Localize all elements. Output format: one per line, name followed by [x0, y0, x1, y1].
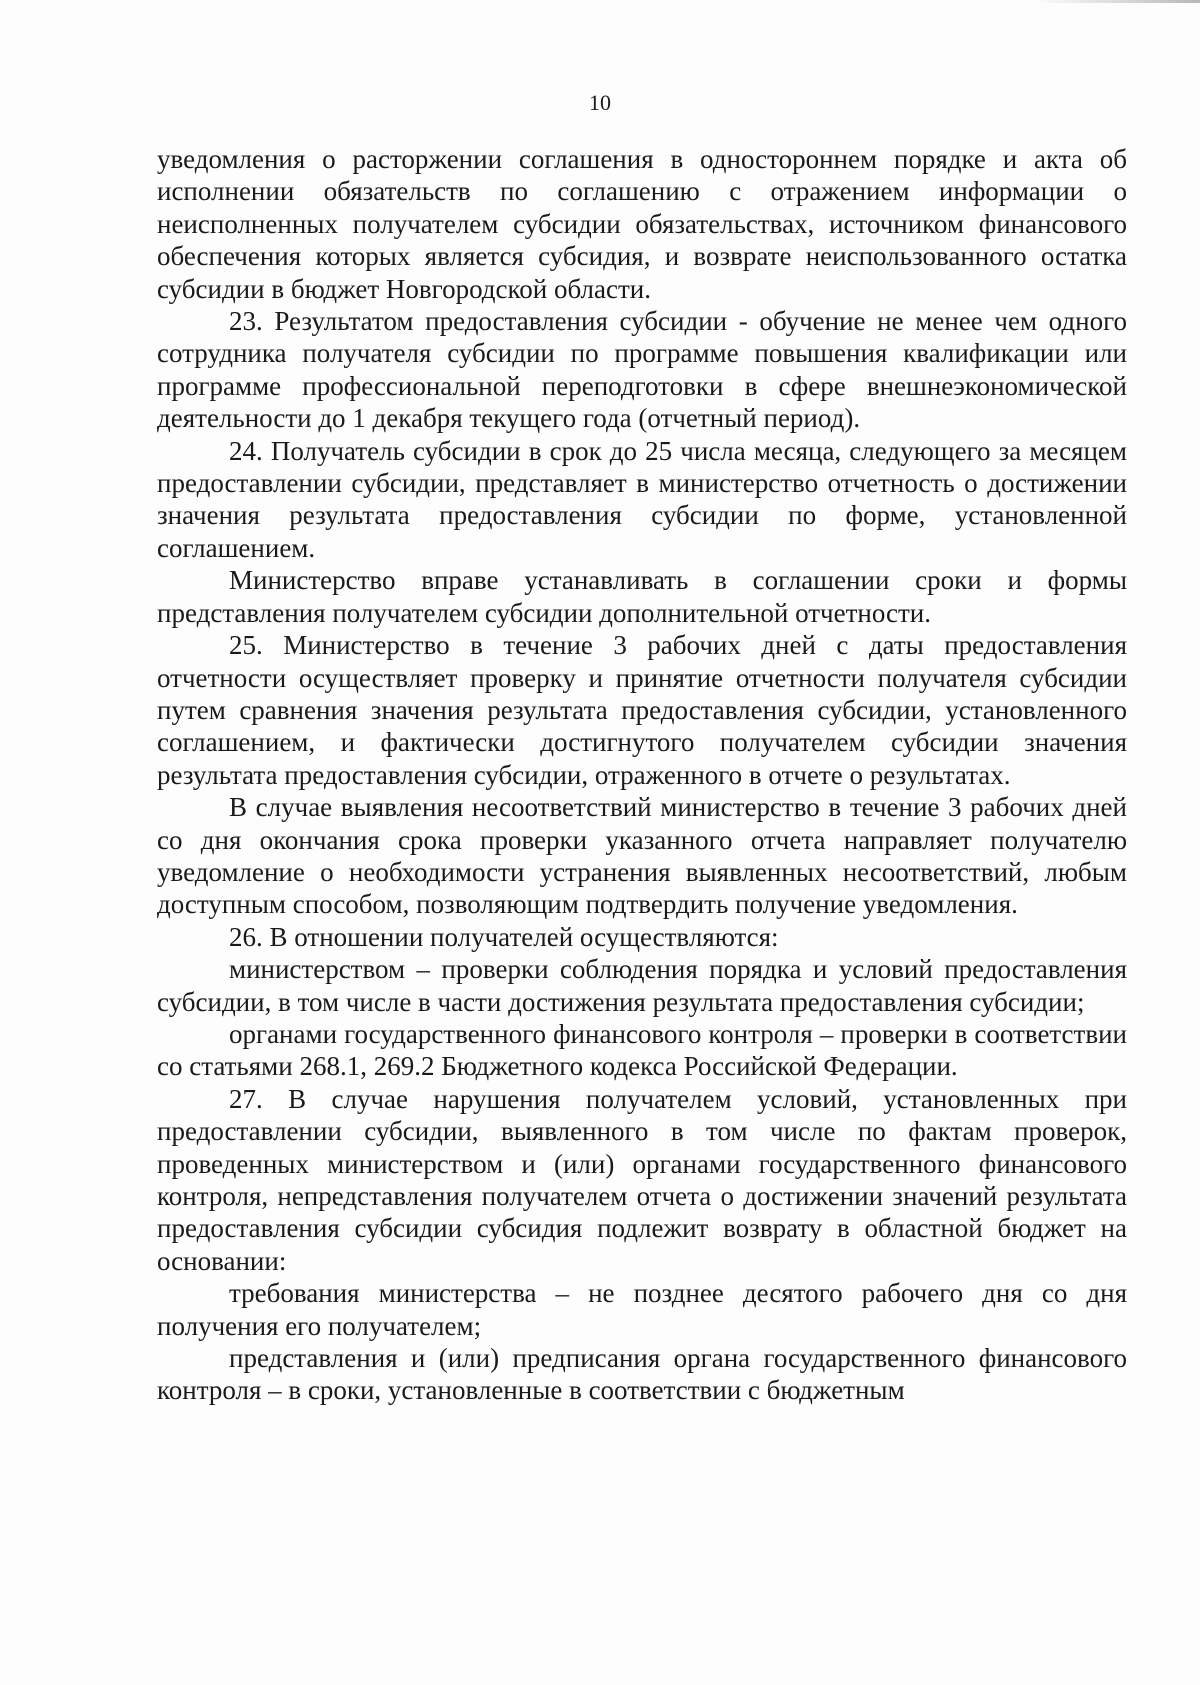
- paragraph-item-26: 26. В отношении получателей осуществляются:: [229, 921, 779, 952]
- paragraph-ministry-checks: министерством – проверки соблюдения порядка и условий предоставления субсидии, в том числе в части достижения результата предоставления субсидии;: [157, 954, 1127, 1017]
- paragraph-control-representation: представления и (или) предписания органа государственного финансового контроля – в сроки, установленные в соответствии с бюджетным: [157, 1343, 1127, 1406]
- paragraph-item-27: 27. В случае нарушения получателем условий, установленных при предоставлении субсидии, выявленного в том числе по фактам проверок, проведенных министерством и (или) органами государственного финансового контроля, непредставления получателем отчета о достижении значений результата предоставления субсидии субсидия подлежит возврату в областной бюджет на основании:: [157, 1083, 1127, 1276]
- paragraph-continuation: уведомления о расторжении соглашения в одностороннем порядке и акта об исполнении обязательств по соглашению с отражением информации о неисполненных получателем субсидии обязательствах, источником финансового обеспечения которых является субсидия, и возврате неиспользованного остатка субсидии в бюджет Новгородской области.: [157, 144, 1127, 304]
- scan-corner-mark: [1030, 0, 1200, 3]
- paragraph-item-25: 25. Министерство в течение 3 рабочих дней с даты предоставления отчетности осуществляет проверку и принятие отчетности получателя субсидии путем сравнения значения результата предоставления субсидии, установленного соглашением, и фактически достигнутого получателем субсидии значения результата предоставления субсидии, отраженного в отчете о результатах.: [157, 630, 1127, 790]
- paragraph-item-23: 23. Результатом предоставления субсидии - обучение не менее чем одного сотрудника получателя субсидии по программе повышения квалификации или программе профессиональной переподготовки в сфере внешнеэкономической деятельности до 1 декабря текущего года (отчетный период).: [157, 306, 1127, 434]
- page-number: 10: [589, 90, 611, 115]
- document-body: [157, 143, 1127, 1407]
- paragraph-discrepancies: В случае выявления несоответствий министерство в течение 3 рабочих дней со дня окончания срока проверки указанного отчета направляет получателю уведомление о необходимости устранения выявленных несоответствий, любым доступным способом, позволяющим подтвердить получение уведомления.: [157, 792, 1127, 920]
- paragraph-ministry-right: Министерство вправе устанавливать в соглашении сроки и формы представления получателем субсидии дополнительной отчетности.: [157, 565, 1127, 628]
- paragraph-item-24: 24. Получатель субсидии в срок до 25 числа месяца, следующего за месяцем предоставлении субсидии, представляет в министерство отчетность о достижении значения результата предоставления субсидии по форме, установленной соглашением.: [157, 435, 1127, 563]
- paragraph-ministry-requirement: требования министерства – не позднее десятого рабочего дня со дня получения его получателем;: [157, 1278, 1127, 1341]
- paragraph-financial-control: органами государственного финансового контроля – проверки в соответствии со статьями 268.1, 269.2 Бюджетного кодекса Российской Федерации.: [157, 1018, 1127, 1082]
